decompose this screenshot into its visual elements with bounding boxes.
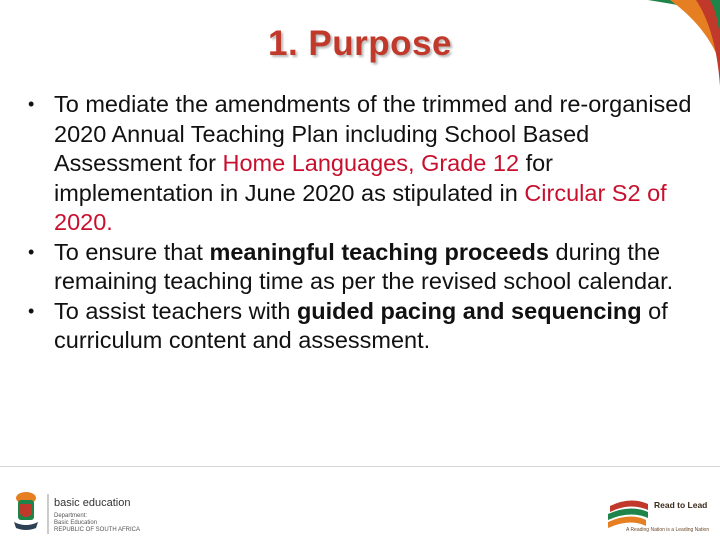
footer-divider: [0, 466, 720, 467]
bullet-dot-icon: •: [28, 94, 35, 114]
bullet-dot-icon: •: [28, 300, 35, 321]
basic-education-name: basic education: [54, 497, 131, 509]
highlight-text: Circular S2 of 2020.: [54, 179, 667, 235]
read-to-lead-name: Read to Lead: [654, 500, 708, 510]
bullet-text: for implementation in June 2020 as stipulated in: [54, 150, 554, 206]
read-to-lead-tagline: A Reading Nation is a Leading Nation: [626, 527, 710, 533]
bullet-item: [26, 90, 698, 238]
bullet-text: of curriculum content and assessment.: [54, 297, 668, 353]
highlight-text: Home Languages, Grade 12: [222, 150, 520, 176]
bullet-dot-icon: •: [28, 241, 35, 262]
department-label: Department: Basic Education REPUBLIC OF SOUTH AFRICA: [54, 513, 141, 533]
bullet-list: [26, 90, 698, 356]
bullet-item: [26, 297, 698, 356]
bullet-text: To assist teachers with: [54, 297, 297, 324]
bullet-item: [26, 238, 698, 297]
slide-title: 1. Purpose: [268, 24, 452, 63]
emphasis-text: meaningful teaching proceeds: [209, 238, 549, 265]
bullet-text: during the remaining teaching time as per the revised school calendar.: [54, 238, 674, 294]
bullet-text: To mediate the amendments of the trimmed and re-organised 2020 Annual Teaching Plan including School Based Assessment for: [54, 91, 692, 176]
bullet-text: To ensure that: [54, 238, 210, 265]
emphasis-text: guided pacing and sequencing: [296, 297, 642, 324]
